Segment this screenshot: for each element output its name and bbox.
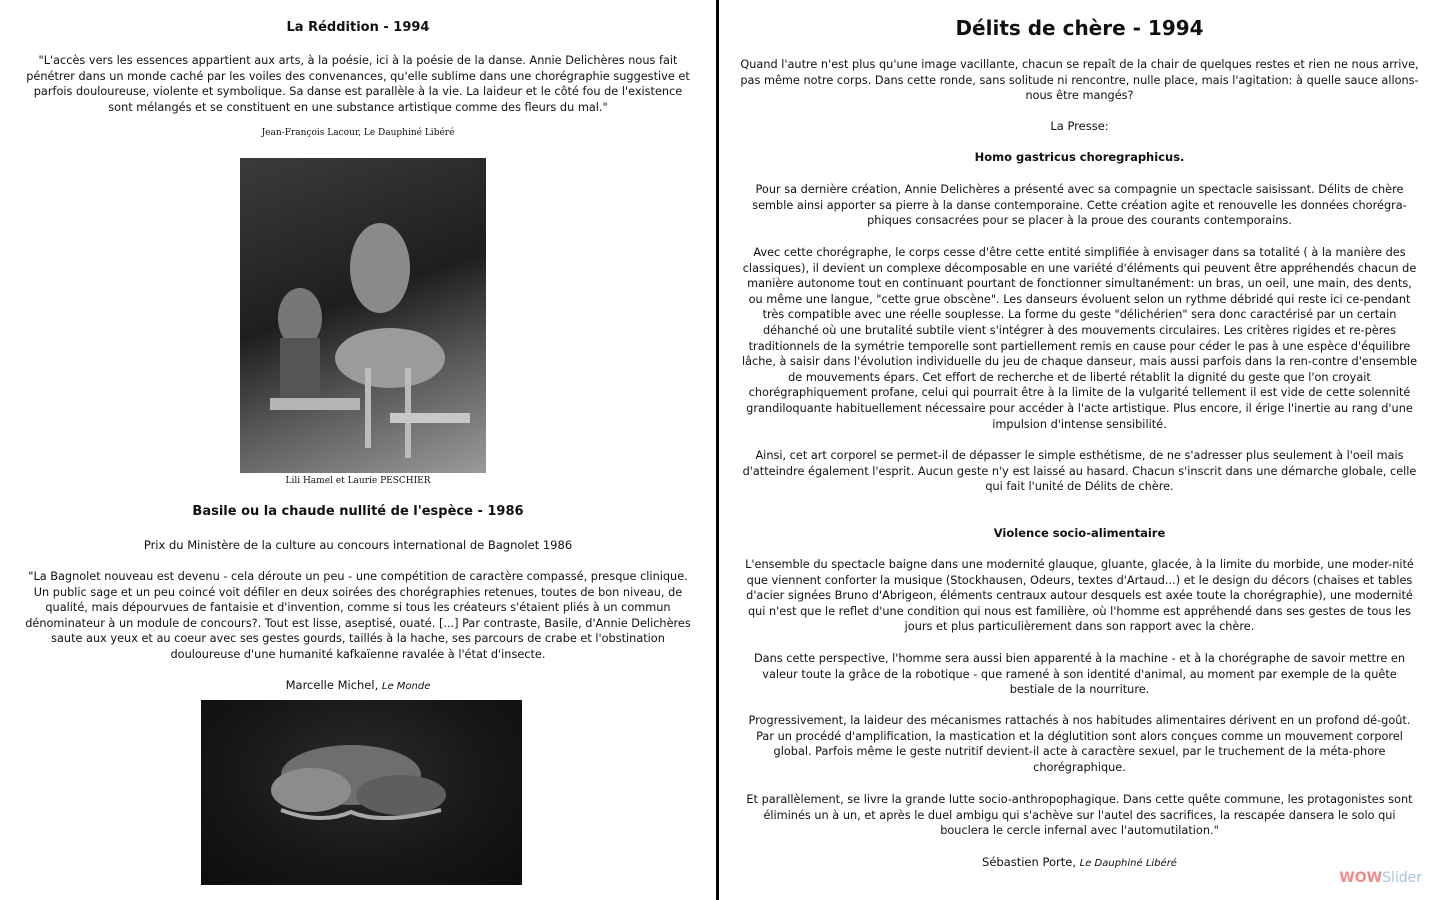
- quote-reddition: "L'accès vers les essences appartient aux arts, à la poésie, ici à la poésie de la danse. Annie Delichères nous fait pénétrer dans un monde caché par les voiles des convenances, qu'elle sublime dans une chorégraphie suggestive et parfois douloureuse, violente et symbolique. Sa danse est parallèle à la vie. La laideur et le côté fou de l'existence sont mélangés et se constituent en une substance artistique comme des fleurs du mal.": [26, 54, 690, 114]
- right-title: Délits de chère - 1994: [955, 16, 1204, 40]
- credit-basile: Marcelle Michel, Le Monde: [285, 678, 431, 692]
- dancers-photo-illustration: [240, 158, 486, 473]
- prize-subtitle: Prix du Ministère de la culture au concours international de Bagnolet 1986: [143, 538, 573, 552]
- section-title-reddition: La Réddition - 1994: [286, 20, 430, 35]
- credit-reddition: Jean-François Lacour, Le Dauphiné Libéré: [261, 128, 455, 138]
- heading-homo-gastricus: Homo gastricus choregraphicus.: [974, 150, 1185, 164]
- heading-violence: Violence socio-alimentaire: [993, 526, 1166, 540]
- photo-caption-reddition: Lili Hamel et Laurie PESCHIER: [285, 476, 431, 486]
- crouching-dancers-photo-illustration: [201, 700, 522, 885]
- quote-basile: "La Bagnolet nouveau est devenu - cela déroute un peu - une compétition de caractère compassé, presque clinique. Un public sage et un peu coincé voit défiler en deux soirées des chorégraphies retenues, toutes de bon niveau, de qualité, mais dépourvues de fantaisie et d'invention, comme si tous les créateurs s'étaient pliés à un commun dénominateur à un module de concours?. Tout est lisse, aseptisé, ouaté. [...] Par contraste, Basile, d'Annie Delichères saute aux yeux et au coeur avec ses gestes gourds, taillés à la hache, ses parcours de crabe et l'obstination douloureuse d'une humanité kafkaïenne ravalée à l'état d'insecte.: [25, 570, 691, 661]
- section-title-basile: Basile ou la chaude nullité de l'espèce - 1986: [192, 504, 524, 519]
- credit-delits: Sébastien Porte, Le Dauphiné Libéré: [982, 855, 1177, 869]
- left-page: [0, 0, 716, 900]
- paragraph-1: Pour sa dernière création, Annie Delichères a présenté avec sa compagnie un spectacle saisissant. Délits de chère semble ainsi apporter sa pierre à la danse contemporaine. Cette création agite et renouvelle les données chorégra-phiques consacrées pour se placer à la proue des courants contemporains.: [752, 183, 1407, 228]
- paragraph-4: L'ensemble du spectacle baigne dans une modernité glauque, gluante, glacée, à la limite du morbide, une moder-nité que viennent conforter la musique (Stockhausen, Odeurs, textes d'Artaud...) et le design du décors (chaises et tables d'acier signées Bruno d'Abrigeon, éléments centraux autour desquels est axée toute la chorégraphie), une modernité qui n'est que le reflet d'une condition qui nous est familière, où l'homme est appréhendé dans ses gestes de tous les jours et plus particulièrement dans son rapport avec la chère.: [745, 558, 1414, 634]
- credit-delits-source: Le Dauphiné Libéré: [1079, 858, 1177, 869]
- paragraph-7: Et parallèlement, se livre la grande lutte socio-anthropophagique. Dans cette quête commune, les protagonistes sont éliminés un à un, et après le duel ambigu qui s'achève sur l'autel des sacrifices, la rescapée dansera le solo qui bouclera le cercle infernal avec l'automutilation.": [746, 793, 1413, 838]
- credit-basile-source: Le Monde: [381, 681, 431, 692]
- right-page: [719, 0, 1440, 900]
- intro-paragraph: Quand l'autre n'est plus qu'une image vacillante, chacun se repaît de la chair de quelques restes et rien ne nous arrive, pas même notre corps. Dans cette ronde, sans solitude ni rencontre, nulle place, mais l'agitation: à quelle sauce allons-nous être mangés?: [740, 58, 1419, 103]
- press-label: La Presse:: [1050, 119, 1109, 133]
- paragraph-5: Dans cette perspective, l'homme sera aussi bien apparenté à la machine - et à la chorégraphe de savoir mettre en valeur toute la grâce de la robotique - que ramené à son identité d'animal, au moment par exemple de la quête bestiale de la nourriture.: [753, 652, 1405, 697]
- paragraph-3: Ainsi, cet art corporel se permet-il de dépasser le simple esthétisme, de ne s'adresser plus seulement à l'oeil mais d'atteindre également l'esprit. Aucun geste n'y est laissé au hasard. Chacun s'inscrit dans une démarche globale, celle qui fait l'unité de Délits de chère.: [742, 449, 1417, 494]
- paragraph-2: Avec cette chorégraphe, le corps cesse d'être cette entité simplifiée à envisager dans sa totalité ( à la manière des classiques), il devient un complexe décomposable en une variété d'éléments qui peuvent être appréhendés chacun de manière autonome tout en continuant pourtant de fonctionner simultanément: un bras, un oeil, une main, des dents, ou même une langue, "cette grue obscène". Les danseurs évoluent selon un rythme débridé qui reste ici ce-pendant très compatible avec une réelle souplesse. La forme du geste "délichérien" sera donc caractérisé par un certain déhanché où une brutalité subtile vient s'intégrer à des mouvements circulaires. Les critères rigides et re-pères traditionnels de la symétrie temporelle sont partiellement remis en cause pour céder le pas à une espèce d'équilibre lâche, à saisir dans l'évolution individuelle du jeu de chaque danseur, mais aussi parfois dans la ren-contre d'ensemble de mouvements épars. Cet effort de recherche et de liberté rétablit la dignité du geste que l'on croyait chorégraphiquement profane, celui qui pourrait être à la limite de la vulgarité tellement il est vide de cette solennité grandiloquante habituellement nécessaire pour accéder à l'acte artistique. Plus encore, il érige l'inertie au rang d'une impulsion d'intense sensibilité.: [741, 246, 1418, 431]
- crouching-dancers-photo: [201, 700, 522, 885]
- paragraph-6: Progressivement, la laideur des mécanismes rattachés à nos habitudes alimentaires dérivent en un profond dé-goût. Par un procédé d'amplification, la mastication et la déglutition sont alors conçues comme un mouvement corporel global. Parfois même le geste nutritif devient-il acte à caractère sexuel, par le truchement de la méta-phore chorégraphique.: [748, 714, 1411, 774]
- dancers-photo: [240, 158, 486, 473]
- wowslider-watermark[interactable]: WOWSlider: [1339, 870, 1422, 886]
